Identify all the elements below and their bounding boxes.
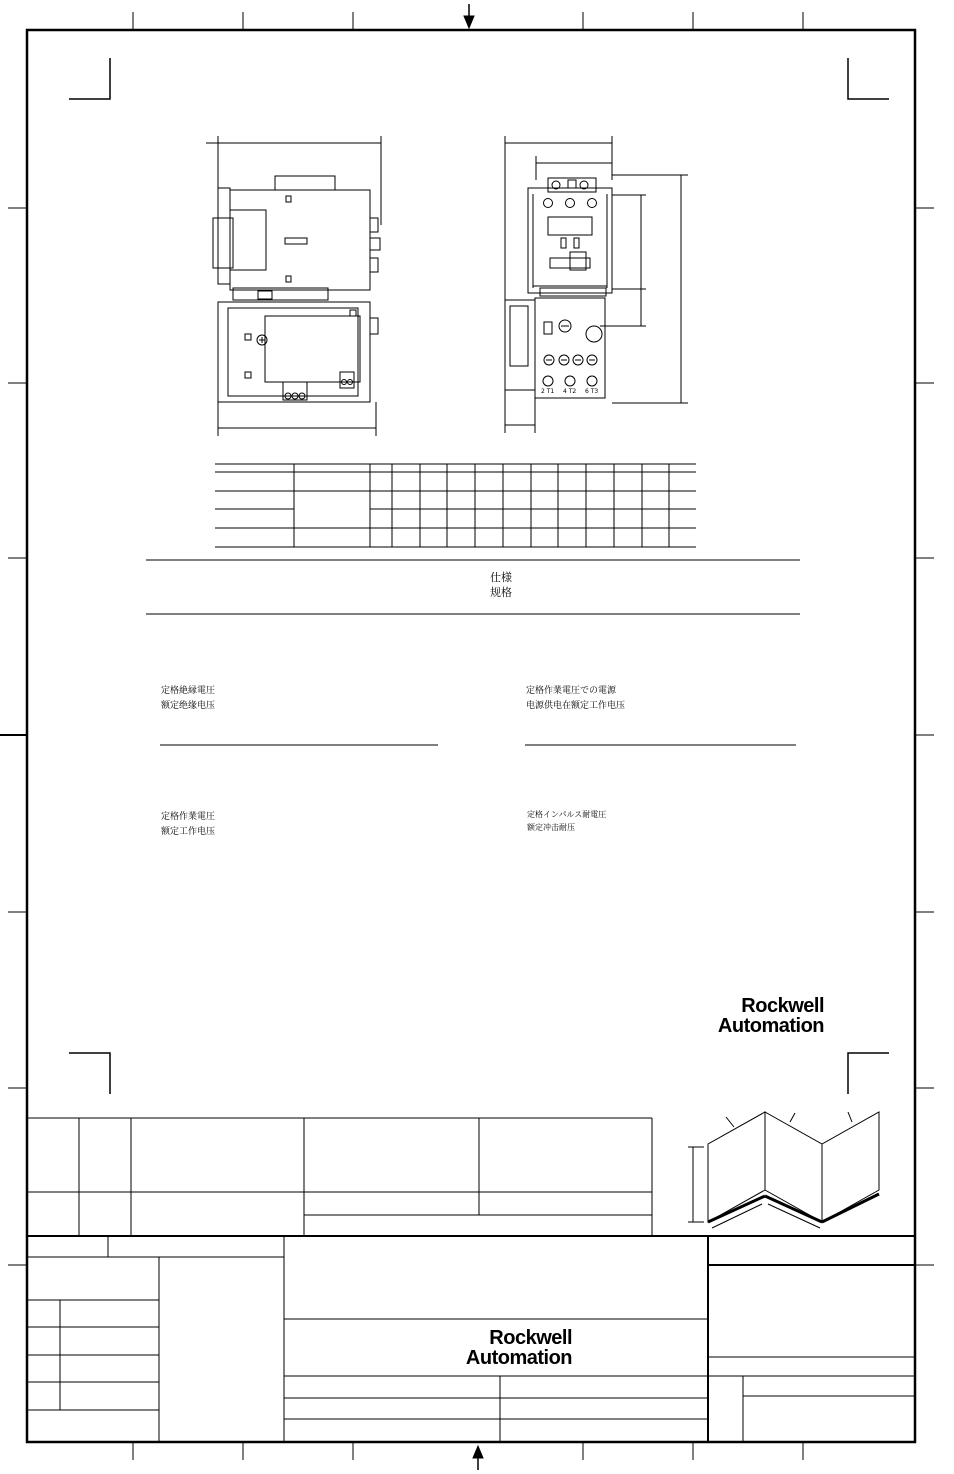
- brand-logo-titleblock-line2: Automation: [465, 1347, 572, 1369]
- terminal-label-3: 6 T3: [585, 388, 599, 395]
- brand-logo-titleblock: [408, 1328, 572, 1368]
- zone-ticks-bottom: [133, 1442, 803, 1460]
- crop-mark-br: [848, 1053, 889, 1094]
- revision-block: [27, 1118, 652, 1236]
- drawing-border: [27, 30, 915, 1442]
- zone-ticks-right: [915, 208, 934, 1265]
- rating-insulation-ja: 定格絶縁電圧: [161, 686, 216, 696]
- brand-logo-main-line2: Automation: [717, 1015, 824, 1037]
- center-arrow-top: [464, 4, 474, 28]
- spec-heading-zh: 规格: [490, 586, 512, 599]
- rating-impulse-zh: 额定冲击耐压: [527, 823, 575, 832]
- rating-impulse-ja: 定格インパルス耐電圧: [527, 810, 607, 819]
- rating-supply-ja: 定格作業電圧での電源: [526, 686, 617, 696]
- fold-diagram: [688, 1112, 879, 1228]
- rating-impulse: [527, 809, 606, 833]
- side-view-drawing: [206, 136, 381, 436]
- brand-logo-main-line1: Rockwell: [741, 995, 824, 1017]
- rating-supply-zh: 电源供电在额定工作电压: [526, 701, 626, 711]
- terminal-label-2: 4 T2: [563, 388, 577, 395]
- rating-operational-ja: 定格作業電圧: [161, 812, 216, 822]
- brand-logo-titleblock-line1: Rockwell: [489, 1327, 572, 1349]
- dimension-table: [215, 464, 696, 547]
- rating-operational-zh: 额定工作电压: [161, 827, 216, 837]
- brand-logo-main: [660, 996, 824, 1036]
- rating-operational: [161, 809, 215, 837]
- crop-mark-bl: [69, 1053, 110, 1094]
- zone-ticks-left: [0, 208, 27, 1265]
- crop-mark-tl: [69, 58, 110, 99]
- rating-insulation-zh: 额定绝缘电压: [161, 701, 216, 711]
- crop-mark-tr: [848, 58, 889, 99]
- rating-insulation: [161, 683, 215, 711]
- spec-heading-ja: 仕様: [490, 571, 512, 584]
- center-arrow-bottom: [473, 1446, 483, 1470]
- rating-supply: [526, 683, 625, 711]
- terminal-label-1: 2 T1: [541, 388, 555, 395]
